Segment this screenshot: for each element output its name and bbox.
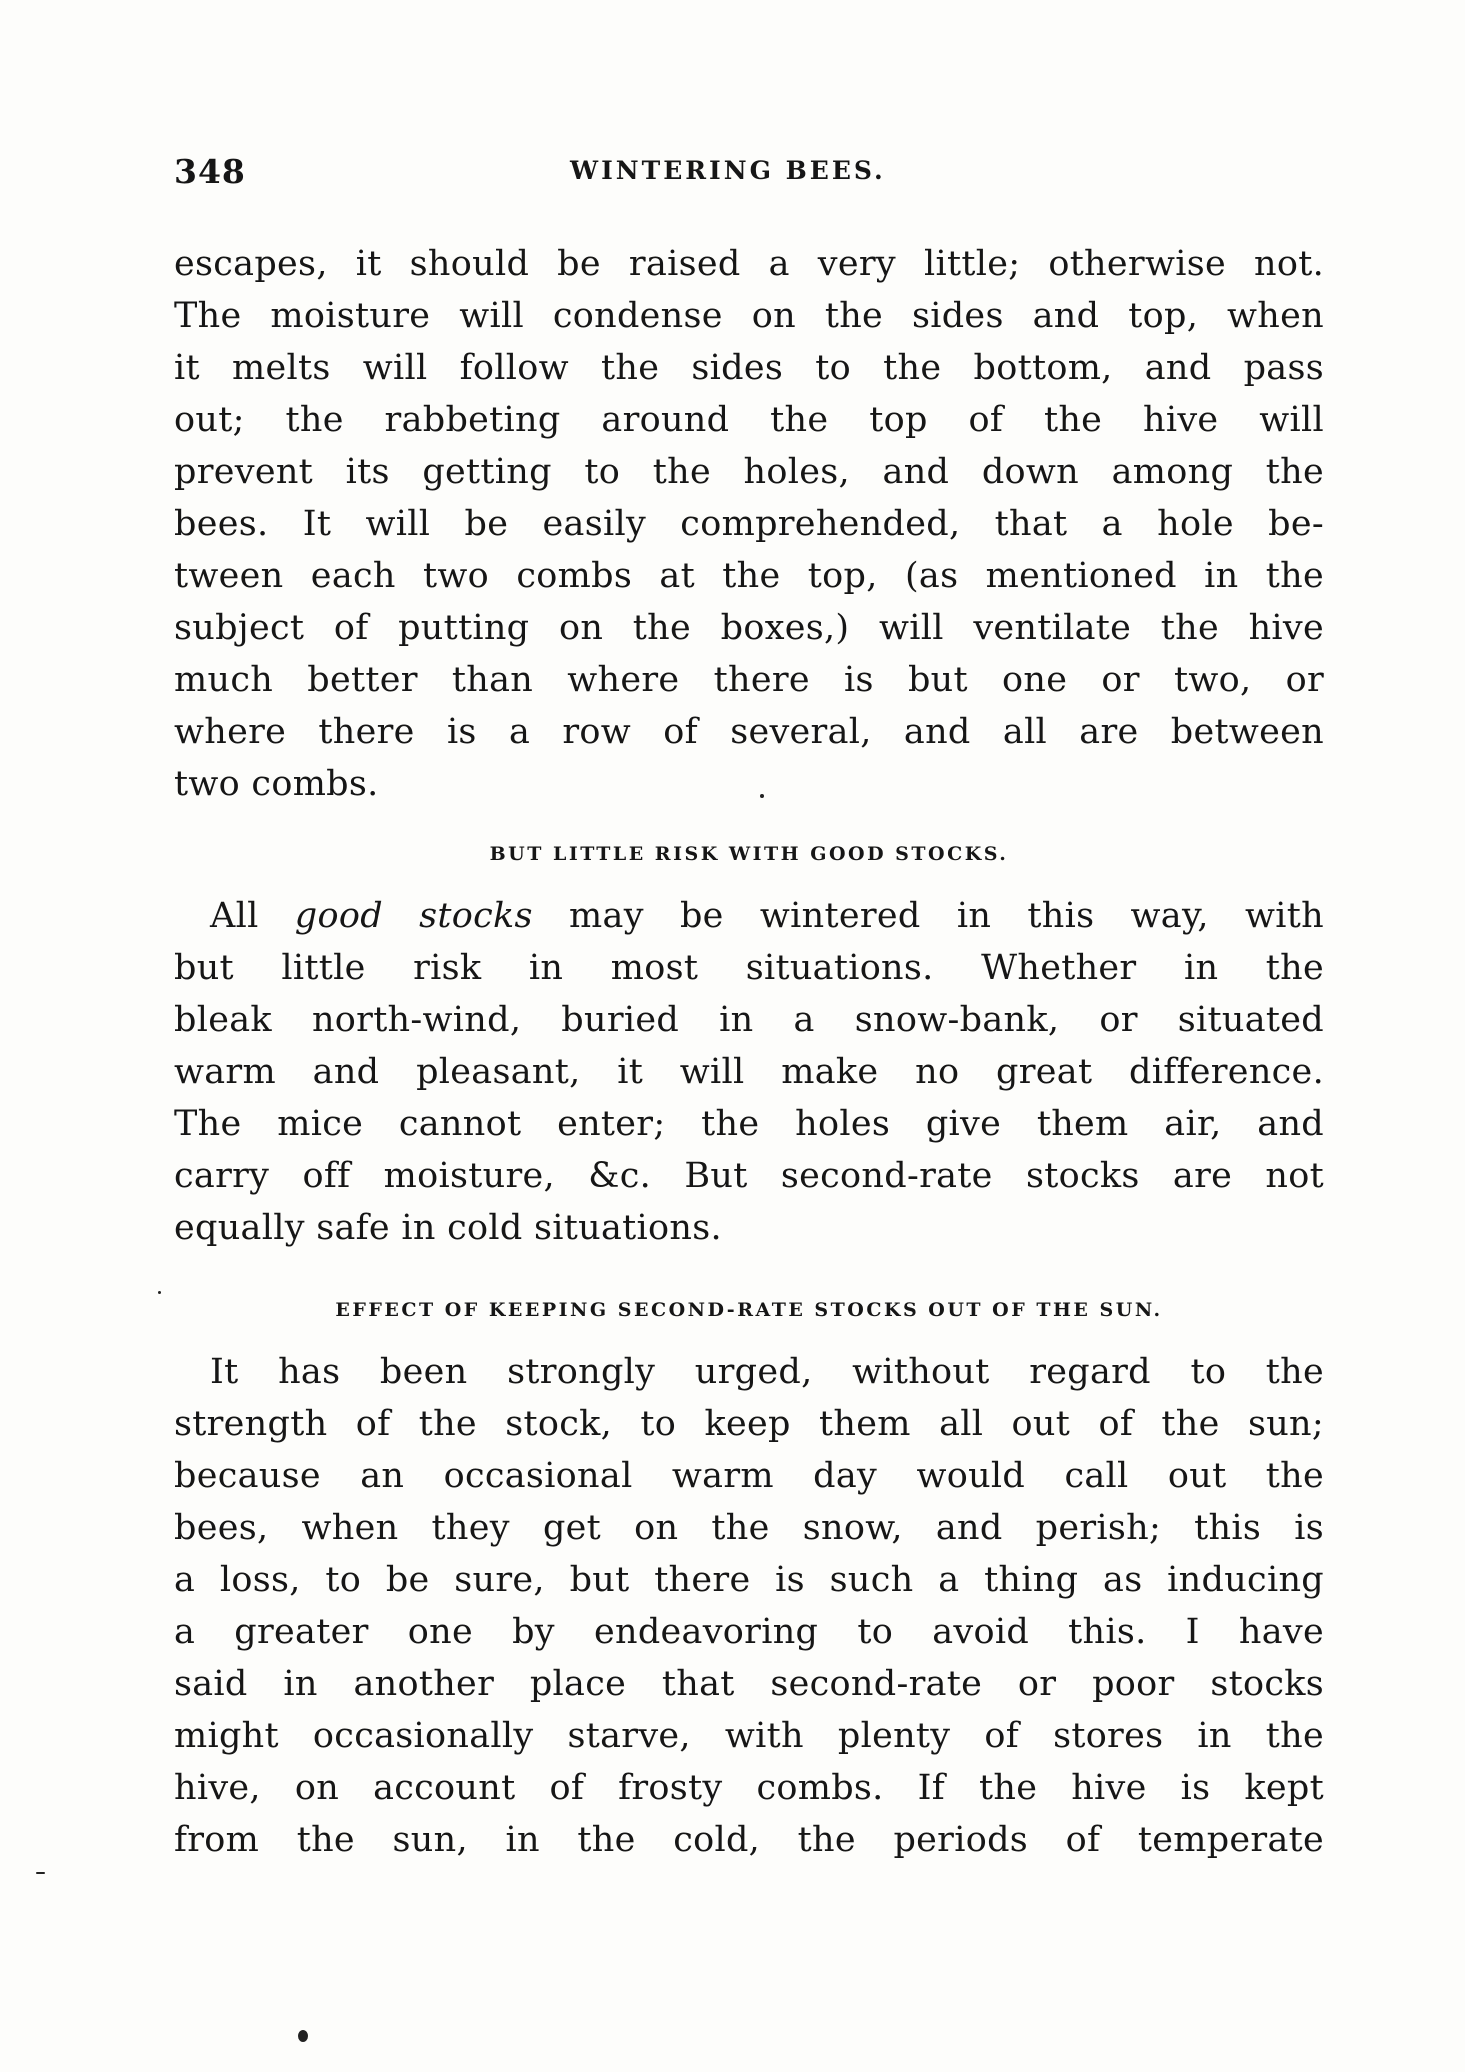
- ink-speck-decoration: [760, 794, 764, 798]
- running-head: WINTERING BEES.: [570, 156, 886, 185]
- text-line: because an occasional warm day would call out the: [174, 1456, 1324, 1496]
- text-fragment: may be wintered in this way, with: [532, 896, 1324, 936]
- text-line: where there is a row of several, and all are between: [174, 712, 1324, 752]
- page-number: 348: [174, 152, 246, 191]
- text-line: [174, 890, 1324, 942]
- text-line: hive, on account of frosty combs. If the hive is kept: [174, 1768, 1324, 1808]
- text-line: carry off moisture, &c. But second-rate stocks are not: [174, 1156, 1324, 1196]
- paragraph-good-stocks: [174, 890, 1324, 1254]
- text-line: out; the rabbeting around the top of the hive will: [174, 400, 1324, 440]
- section-heading-second-rate-stocks: EFFECT OF KEEPING SECOND-RATE STOCKS OUT OF THE SUN.: [335, 1299, 1163, 1321]
- text-line: bees. It will be easily comprehended, that a hole be-: [174, 504, 1324, 544]
- italic-text: good stocks: [294, 896, 533, 936]
- text-line: but little risk in most situations. Whether in the: [174, 948, 1324, 988]
- ink-speck-decoration: [158, 1291, 161, 1294]
- text-line: warm and pleasant, it will make no great difference.: [174, 1052, 1324, 1092]
- text-line: two combs.: [174, 764, 379, 804]
- text-line: strength of the stock, to keep them all out of the sun;: [174, 1404, 1324, 1444]
- text-line: a loss, to be sure, but there is such a thing as inducing: [174, 1560, 1324, 1600]
- text-line: tween each two combs at the top, (as mentioned in the: [174, 556, 1324, 596]
- text-line: said in another place that second-rate or poor stocks: [174, 1664, 1324, 1704]
- section-heading-good-stocks: BUT LITTLE RISK WITH GOOD STOCKS.: [489, 843, 1009, 865]
- text-line: prevent its getting to the holes, and down among the: [174, 452, 1324, 492]
- ink-speck-decoration: [298, 2030, 308, 2042]
- text-line: a greater one by endeavoring to avoid this. I have: [174, 1612, 1324, 1652]
- text-line: equally safe in cold situations.: [174, 1208, 722, 1248]
- text-line: much better than where there is but one or two, or: [174, 660, 1324, 700]
- paragraph-second-rate-stocks: [174, 1346, 1324, 1866]
- paragraph-ventilation: [174, 238, 1324, 810]
- ink-speck-decoration: [36, 1872, 45, 1874]
- text-line: bleak north-wind, buried in a snow-bank, or situated: [174, 1000, 1324, 1040]
- text-line: might occasionally starve, with plenty of stores in the: [174, 1716, 1324, 1756]
- text-line: escapes, it should be raised a very little; otherwise not.: [174, 244, 1324, 284]
- text-line: from the sun, in the cold, the periods of temperate: [174, 1820, 1324, 1860]
- text-line: subject of putting on the boxes,) will ventilate the hive: [174, 608, 1324, 648]
- text-line: bees, when they get on the snow, and perish; this is: [174, 1508, 1324, 1548]
- text-line: it melts will follow the sides to the bottom, and pass: [174, 348, 1324, 388]
- page-header: [174, 152, 1324, 202]
- text-line: The mice cannot enter; the holes give them air, and: [174, 1104, 1324, 1144]
- text-fragment: All: [210, 896, 295, 936]
- text-line: It has been strongly urged, without regard to the: [210, 1352, 1324, 1392]
- text-line: The moisture will condense on the sides and top, when: [174, 296, 1324, 336]
